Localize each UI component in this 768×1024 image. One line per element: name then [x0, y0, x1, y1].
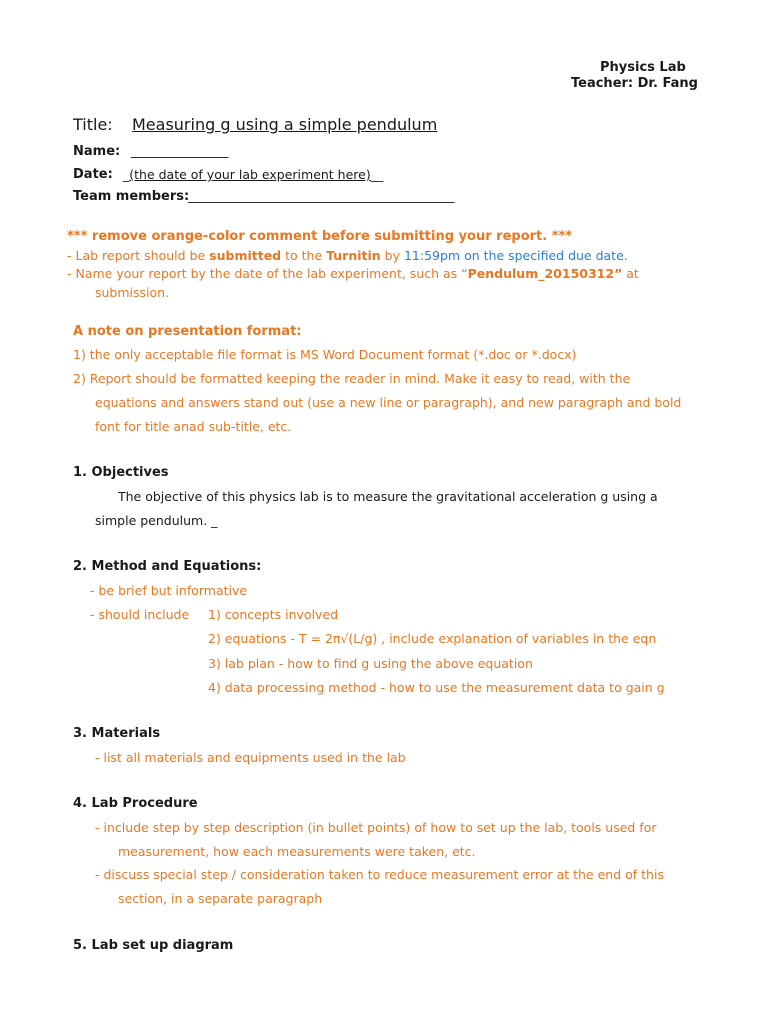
method-item-1: 1) concepts involved: [208, 607, 339, 622]
date-placeholder: (the date of your lab experiment here): [129, 167, 371, 182]
format-note-item-1: 1) the only acceptable file format is MS Word Document format (*.doc or *.docx): [73, 347, 577, 362]
title-label: Title:: [73, 115, 113, 134]
procedure-bullet-1: - include step by step description (in bullet points) of how to set up the lab, tools used for: [95, 820, 657, 835]
materials-bullet-1: - list all materials and equipments used in the lab: [95, 750, 406, 765]
section-diagram-heading: 5. Lab set up diagram: [73, 938, 234, 953]
objectives-text-cont: simple pendulum. _: [95, 513, 218, 528]
submission-instructions: - Lab report should be submitted to the Turnitin by 11:59pm on the specified due date.: [67, 248, 628, 263]
name-blank: _______________: [131, 144, 229, 159]
method-bullet-2-label: - should include: [90, 607, 190, 622]
date-value: _(the date of your lab experiment here)__: [123, 167, 384, 182]
format-note-item-2: 2) Report should be formatted keeping the reader in mind. Make it easy to read, with the: [73, 371, 631, 386]
naming-instructions-cont: submission.: [95, 285, 170, 300]
team-members-blank: _________________________________________: [188, 189, 455, 204]
format-note-heading: A note on presentation format:: [73, 324, 302, 339]
naming-instructions: - Name your report by the date of the lab experiment, such as “Pendulum_20150312” at: [67, 266, 639, 281]
section-procedure-heading: 4. Lab Procedure: [73, 796, 198, 811]
method-bullet-1: - be brief but informative: [90, 583, 248, 598]
format-note-item-2-cont: equations and answers stand out (use a new line or paragraph), and new paragraph and bold: [95, 395, 682, 410]
procedure-bullet-2: - discuss special step / consideration taken to reduce measurement error at the end of this: [95, 867, 664, 882]
course-label: Physics Lab: [600, 60, 686, 75]
objectives-text: The objective of this physics lab is to measure the gravitational acceleration g using a: [118, 489, 658, 504]
teacher-label: Teacher: Dr. Fang: [571, 76, 698, 91]
name-label: Name:: [73, 144, 121, 159]
remove-comment-notice: *** remove orange-color comment before submitting your report. ***: [67, 229, 573, 244]
date-label: Date:: [73, 167, 113, 182]
procedure-bullet-2-cont: section, in a separate paragraph: [118, 891, 323, 906]
procedure-bullet-1-cont: measurement, how each measurements were taken, etc.: [118, 844, 476, 859]
method-item-4: 4) data processing method - how to use the measurement data to gain g: [208, 680, 665, 695]
section-objectives-heading: 1. Objectives: [73, 465, 169, 480]
team-members-label: Team members:: [73, 189, 190, 204]
page-title: Measuring g using a simple pendulum: [132, 115, 438, 134]
format-note-item-2-cont2: font for title anad sub-title, etc.: [95, 419, 292, 434]
method-item-2: 2) equations - T = 2π√(L/g) , include explanation of variables in the eqn: [208, 631, 657, 646]
section-materials-heading: 3. Materials: [73, 726, 161, 741]
section-method-heading: 2. Method and Equations:: [73, 559, 262, 574]
method-item-3: 3) lab plan - how to find g using the above equation: [208, 656, 533, 671]
